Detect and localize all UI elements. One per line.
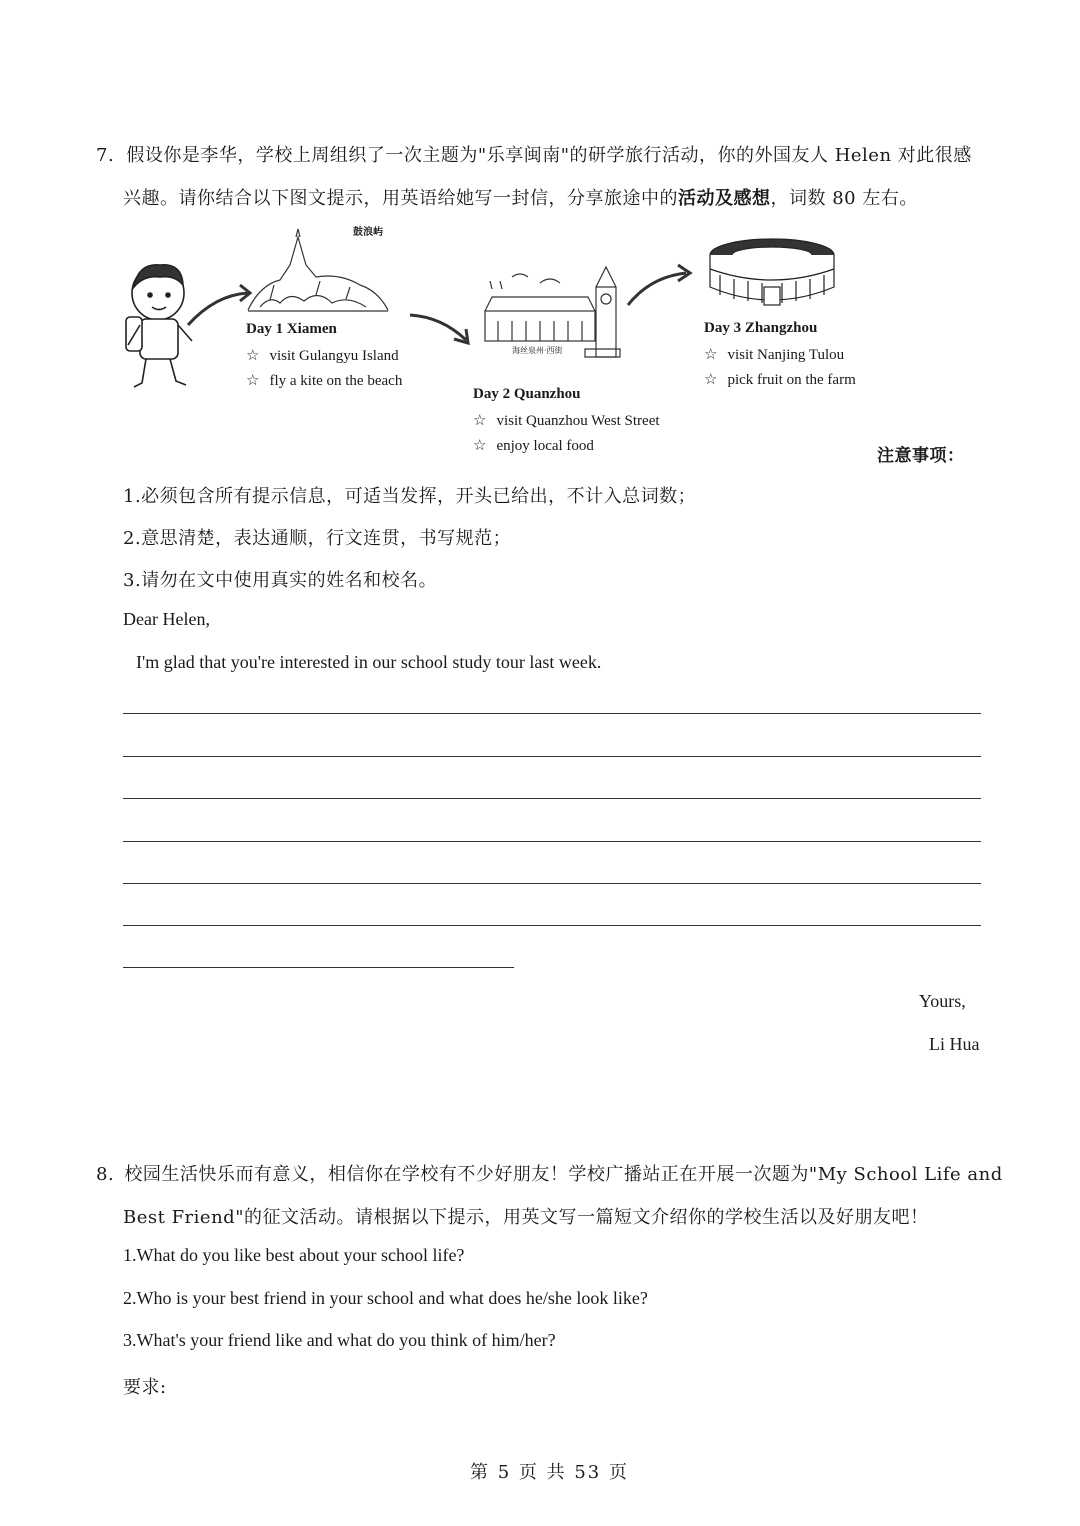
question-8-number: 8. <box>96 1164 115 1185</box>
writing-line[interactable] <box>123 756 981 757</box>
question-8-prompt-line-1: 校园生活快乐而有意义，相信你在学校有不少好朋友！学校广播站正在开展一次题为"My School Life and <box>124 1164 1003 1185</box>
notes-title: 注意事项： <box>877 446 965 466</box>
writing-line[interactable] <box>123 925 981 926</box>
day2-title: Day 2 Quanzhou <box>473 386 581 402</box>
letter-signature: Li Hua <box>929 1034 980 1054</box>
star-icon: ☆ <box>704 347 718 363</box>
star-icon: ☆ <box>246 373 260 389</box>
letter-closing: Yours, <box>919 991 966 1011</box>
letter-opening: I'm glad that you're interested in our school study tour last week. <box>136 652 602 672</box>
day2-item-2: enjoy local food <box>496 438 594 454</box>
day2-item <box>473 436 594 455</box>
question-7-line-2 <box>123 184 918 210</box>
day1-title: Day 1 Xiamen <box>246 321 337 337</box>
boy-backpack-icon <box>126 265 192 387</box>
writing-line[interactable] <box>123 713 981 714</box>
note-2: 2.意思清楚，表达通顺，行文连贯，书写规范； <box>123 528 512 549</box>
writing-line[interactable] <box>123 841 981 842</box>
writing-line[interactable] <box>123 883 981 884</box>
quanzhou-street-drawing <box>485 267 620 357</box>
day3-title: Day 3 Zhangzhou <box>704 320 818 336</box>
question-8-prompt-line-2: Best Friend"的征文活动。请根据以下提示，用英文写一篇短文介绍你的学校生活以及好朋友吧！ <box>123 1207 929 1228</box>
day1-item <box>246 346 399 365</box>
question-7-word-count: ，词数 80 左右。 <box>770 188 918 209</box>
gulangyu-island-drawing <box>248 229 388 311</box>
day2-item-1: visit Quanzhou West Street <box>496 413 660 429</box>
question-8-prompt-2: 2.Who is your best friend in your school and what does he/she look like? <box>123 1288 648 1308</box>
star-icon: ☆ <box>704 372 718 388</box>
arrow-day3-icon <box>628 273 686 305</box>
day1-item-1: visit Gulangyu Island <box>269 348 399 364</box>
quanzhou-caption: 海丝泉州·西街 <box>512 346 563 355</box>
star-icon: ☆ <box>246 348 260 364</box>
writing-line[interactable] <box>123 798 981 799</box>
question-7-prompt-line-1: 假设你是李华，学校上周组织了一次主题为"乐享闽南"的研学旅行活动，你的外国友人 Helen 对此很感 <box>126 145 972 166</box>
question-7-emphasis: 活动及感想 <box>678 188 771 209</box>
question-8-prompt-3: 3.What's your friend like and what do you think of him/her? <box>123 1330 556 1350</box>
tulou-drawing <box>710 239 834 305</box>
day1-item-2: fly a kite on the beach <box>269 373 403 389</box>
question-7-line-1 <box>96 141 972 167</box>
day2-item <box>473 411 660 430</box>
question-8-prompt-1: 1.What do you like best about your school life? <box>123 1245 465 1265</box>
day1-item <box>246 371 402 390</box>
letter-greeting: Dear Helen, <box>123 609 210 629</box>
arrow-day1-icon <box>188 293 248 325</box>
day3-item <box>704 370 856 389</box>
day3-item-2: pick fruit on the farm <box>727 372 856 388</box>
question-7-prompt-line-2: 兴趣。请你结合以下图文提示，用英语给她写一封信，分享旅途中的 <box>123 188 678 209</box>
day3-item-1: visit Nanjing Tulou <box>727 347 845 363</box>
writing-line-short[interactable] <box>123 967 514 968</box>
page-number: 第 5 页 共 53 页 <box>470 1462 629 1483</box>
star-icon: ☆ <box>473 438 487 454</box>
note-3: 3.请勿在文中使用真实的姓名和校名。 <box>123 570 438 591</box>
day3-item <box>704 345 844 364</box>
question-7-number: 7. <box>96 145 115 166</box>
arrow-day2-icon <box>410 315 466 340</box>
note-1: 1.必须包含所有提示信息，可适当发挥，开头已给出，不计入总词数； <box>123 486 697 507</box>
question-8-line-1 <box>96 1160 1003 1186</box>
question-8-requirements-label: 要求: <box>123 1377 167 1398</box>
gulangyu-caption: 鼓浪屿 <box>353 227 383 238</box>
star-icon: ☆ <box>473 413 487 429</box>
